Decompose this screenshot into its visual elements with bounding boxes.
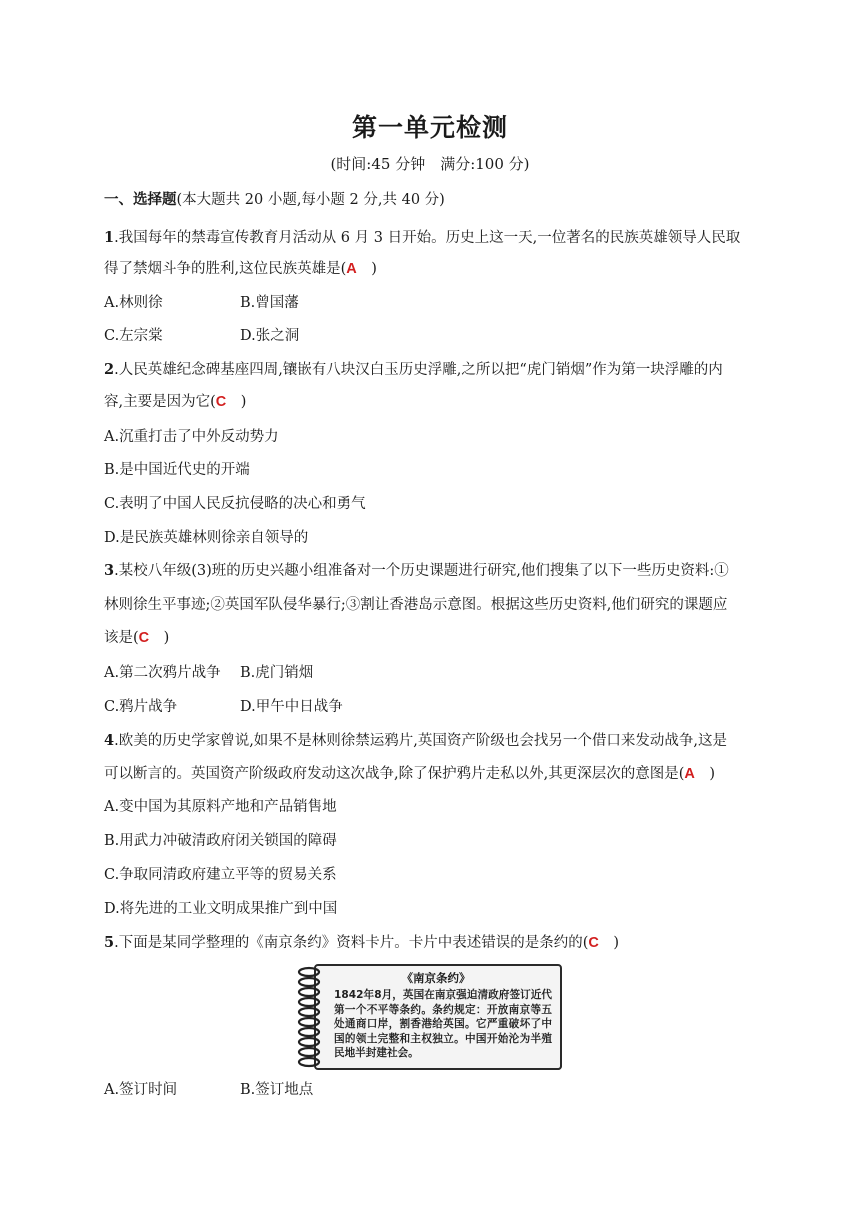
q1-paren-close: ) (356, 261, 377, 277)
q3-text1: .某校八年级(3)班的历史兴趣小组准备对一个历史课题进行研究,他们搜集了以下一些历史资料:① (114, 563, 729, 579)
q4-option-c: C.争取同清政府建立平等的贸易关系 (104, 867, 337, 883)
q1-number: 1 (104, 229, 115, 246)
q1-answer: A (346, 261, 357, 277)
q4-option-a: A.变中国为其原料产地和产品销售地 (104, 799, 337, 815)
q2-option-c: C.表明了中国人民反抗侵略的决心和勇气 (104, 496, 366, 512)
q4-text1: .欧美的历史学家曾说,如果不是林则徐禁运鸦片,英国资产阶级也会找另一个借口来发动战争,这是 (114, 733, 728, 749)
q1-text2: 得了禁烟斗争的胜利,这位民族英雄是( (104, 261, 347, 277)
card-title: 《南京条约》 (401, 971, 471, 985)
q2-text2: 容,主要是因为它( (104, 394, 216, 410)
q5-number: 5 (104, 934, 115, 951)
q5-answer: C (588, 935, 599, 951)
q1-stem-line1 (104, 228, 740, 248)
q1-option-a: A.林则徐 (104, 295, 163, 311)
q1-option-d: D.张之洞 (240, 328, 300, 344)
section-title: 一、选择题 (104, 191, 177, 208)
q2-number: 2 (104, 361, 115, 378)
page-title: 第一单元检测 (351, 113, 508, 142)
q5-paren-close: ) (598, 935, 620, 951)
q4-number: 4 (104, 732, 115, 749)
q2-text1: .人民英雄纪念碑基座四周,镶嵌有八块汉白玉历史浮雕,之所以把“虎门销烟”作为第一块浮雕的内 (114, 362, 723, 378)
q5-option-b: B.签订地点 (240, 1082, 314, 1098)
q5-text1: .下面是某同学整理的《南京条约》资料卡片。卡片中表述错误的是条约的( (114, 935, 589, 951)
section-note: (本大题共 20 小题,每小题 2 分,共 40 分) (176, 192, 445, 208)
q1-option-c: C.左宗棠 (104, 328, 163, 344)
q1-option-b: B.曾国藩 (240, 295, 299, 311)
q4-stem-line2 (104, 764, 715, 784)
q5-option-a: A.签订时间 (104, 1082, 178, 1098)
q3-number: 3 (104, 562, 115, 579)
q2-answer: C (215, 394, 227, 410)
q3-stem-line2: 林则徐生平事迹;②英国军队侵华暴行;③割让香港岛示意图。根据这些历史资料,他们研究的课题应 (104, 597, 728, 613)
q3-stem-line3 (104, 628, 169, 648)
q4-paren-close: ) (694, 766, 716, 782)
q3-option-d: D.甲午中日战争 (240, 699, 343, 715)
exam-info: (时间:45 分钟 满分:100 分) (330, 155, 530, 173)
q5-stem-line1 (104, 933, 619, 953)
q4-text2: 可以断言的。英国资产阶级政府发动这次战争,除了保护鸦片走私以外,其更深层次的意图是( (104, 766, 685, 782)
card-text: 1842年8月，英国在南京强迫清政府签订近代第一个不平等条约。条约规定：开放南京等五处通商口岸，割香港给英国。它严重破坏了中国的领土完整和主权独立。中国开始沦为半殖民地半封建社会。 (334, 989, 552, 1059)
q3-answer: C (138, 630, 150, 646)
q1-text1: .我国每年的禁毒宣传教育月活动从 6 月 3 日开始。历史上这一天,一位著名的民族英雄领导人民取 (114, 230, 741, 246)
q4-stem-line1 (104, 731, 727, 751)
treaty-info-card (294, 962, 562, 1070)
section-heading (104, 190, 445, 210)
q4-option-d: D.将先进的工业文明成果推广到中国 (104, 901, 338, 917)
q3-text3: 该是( (104, 630, 139, 646)
q1-stem-line2 (104, 259, 377, 279)
q3-option-b: B.虎门销烟 (240, 665, 314, 681)
q2-option-a: A.沉重打击了中外反动势力 (104, 429, 279, 445)
q2-option-b: B.是中国近代史的开端 (104, 462, 250, 478)
q3-stem-line1 (104, 561, 729, 581)
q4-option-b: B.用武力冲破清政府闭关锁国的障碍 (104, 833, 337, 849)
q2-stem-line2 (104, 392, 246, 412)
q2-paren-close: ) (226, 394, 247, 410)
q3-option-c: C.鸦片战争 (104, 699, 178, 715)
q2-option-d: D.是民族英雄林则徐亲自领导的 (104, 530, 309, 546)
q3-option-a: A.第二次鸦片战争 (104, 665, 221, 681)
q2-stem-line1 (104, 360, 723, 380)
q3-paren-close: ) (149, 630, 170, 646)
q4-answer: A (684, 766, 695, 782)
